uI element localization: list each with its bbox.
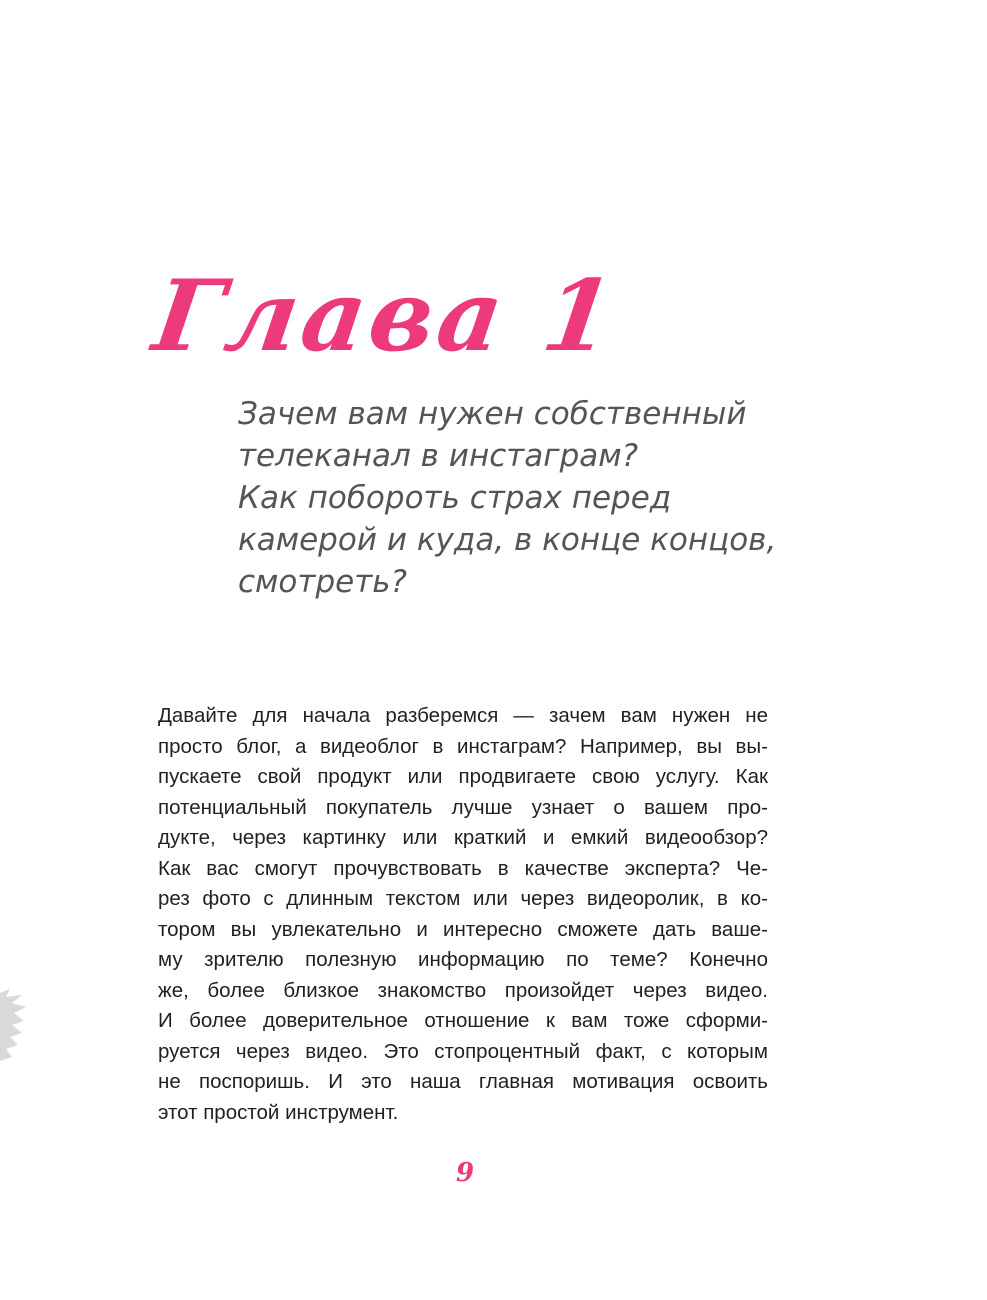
body-line: И более доверительное отношение к вам тоже сформи-	[158, 1009, 768, 1032]
page-number: 9	[455, 1158, 475, 1188]
subtitle-line: Как побороть страх перед	[238, 480, 672, 516]
body-line: руется через видео. Это стопроцентный факт, с которым	[158, 1039, 768, 1063]
body-line: Как вас смогут прочувствовать в качестве эксперта? Че-	[158, 856, 768, 880]
subtitle-line: Зачем вам нужен собственный	[238, 396, 747, 432]
body-line: этот простой инструмент.	[158, 1100, 399, 1124]
chapter-title: Глава 1	[146, 259, 625, 374]
body-paragraph	[158, 701, 768, 1128]
edge-brush-mark	[0, 985, 30, 1065]
body-line: просто блог, а видеоблог в инстаграм? Например, вы вы-	[158, 734, 768, 758]
body-line: му зрителю полезную информацию по теме? Конечно	[158, 948, 768, 971]
chapter-subtitle	[238, 393, 938, 603]
body-line: потенциальный покупатель лучше узнает о вашем про-	[158, 795, 768, 819]
body-line: рез фото с длинным текстом или через видеоролик, в ко-	[158, 887, 768, 910]
body-line: дукте, через картинку или краткий и емкий видеообзор?	[158, 826, 768, 849]
body-line: Давайте для начала разберемся — зачем вам нужен не	[158, 704, 768, 727]
subtitle-line: смотреть?	[238, 564, 407, 600]
body-line: пускаете свой продукт или продвигаете свою услугу. Как	[158, 765, 768, 788]
body-line: не поспоришь. И это наша главная мотивация освоить	[158, 1070, 768, 1093]
subtitle-line: телеканал в инстаграм?	[238, 438, 639, 474]
body-line: тором вы увлекательно и интересно сможете дать ваше-	[158, 917, 768, 941]
body-line: же, более близкое знакомство произойдет через видео.	[158, 978, 768, 1002]
subtitle-line: камерой и куда, в конце концов,	[238, 522, 777, 558]
